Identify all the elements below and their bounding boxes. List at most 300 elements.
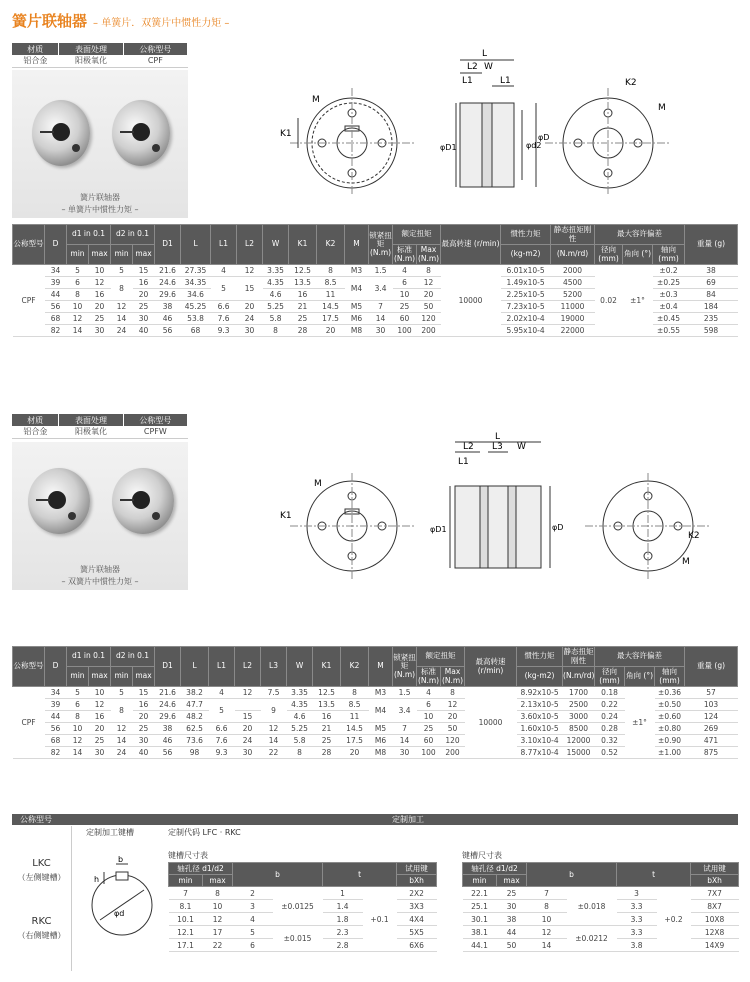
label-K2: K2 <box>688 531 700 541</box>
lkc-label: LKC <box>32 858 51 869</box>
table-cell: CPF <box>13 687 45 759</box>
label-M: M <box>312 95 320 105</box>
table-cell: 6 <box>393 277 417 289</box>
table-cell: 3.3 <box>617 913 657 926</box>
col-min: min <box>111 667 133 687</box>
table-cell: 21.6 <box>155 265 181 277</box>
table-cell: 8 <box>111 277 133 301</box>
table-cell: M8 <box>369 747 393 759</box>
product-photo-2 <box>12 442 188 590</box>
table-cell: 14 <box>67 747 89 759</box>
col-inertia-unit: (kg-m2) <box>517 667 563 687</box>
table-cell: 8 <box>317 265 345 277</box>
table-cell: 30 <box>89 747 111 759</box>
table-cell: 5X5 <box>397 926 437 939</box>
table-cell: 269 <box>685 723 738 735</box>
table-cell: 5.25 <box>287 723 313 735</box>
table-cell: 4 <box>209 687 235 699</box>
table-cell: 48.2 <box>181 711 209 723</box>
table-cell: 10 <box>67 723 89 735</box>
col-radial: 径向 (mm) <box>595 667 625 687</box>
table-cell: 11 <box>317 289 345 301</box>
col-stiff-unit: (N.m/rd) <box>551 245 595 265</box>
table-cell: 34.35 <box>181 277 211 289</box>
label-M: M <box>314 479 322 489</box>
table-cell: 38 <box>685 265 738 277</box>
table-cell: 120 <box>417 313 441 325</box>
table-cell: 45.25 <box>181 301 211 313</box>
table-cell: 6 <box>417 699 441 711</box>
col-W: W <box>287 647 313 687</box>
table-cell: 19000 <box>551 313 595 325</box>
table-cell: 14 <box>111 313 133 325</box>
table-cell: 16 <box>313 711 341 723</box>
table-cell: 7X7 <box>691 887 739 900</box>
col-M: M <box>345 225 369 265</box>
table-cell: 0.32 <box>595 735 625 747</box>
table-cell: 10000 <box>441 265 501 337</box>
spec-data-table-2 <box>12 646 738 759</box>
title-main: 簧片联轴器 <box>12 12 88 30</box>
label-W: W <box>517 442 526 452</box>
table-cell: 200 <box>441 747 465 759</box>
table-cell: 7.5 <box>261 687 287 699</box>
table-cell: 46 <box>155 735 181 747</box>
table-cell: 12 <box>67 735 89 747</box>
label-D: φD <box>552 523 564 532</box>
table-cell: 9.3 <box>209 747 235 759</box>
table-cell: 24 <box>235 735 261 747</box>
label-D1: φD1 <box>440 143 457 152</box>
table-cell: ±0.0125 <box>273 887 323 926</box>
table-cell: 30 <box>393 747 417 759</box>
spec-material: 铝合金 <box>12 55 59 67</box>
table-cell: 39 <box>45 699 67 711</box>
table-cell: 62.5 <box>181 723 209 735</box>
col-max: max <box>89 667 111 687</box>
table-cell: 1.49x10-5 <box>501 277 551 289</box>
table-cell: 8X7 <box>691 900 739 913</box>
table-cell: 6.01x10-5 <box>501 265 551 277</box>
table-cell: 3 <box>233 900 273 913</box>
table-cell: 7.23x10-5 <box>501 301 551 313</box>
table-cell: 875 <box>685 747 738 759</box>
label-M-right: M <box>682 557 690 567</box>
col-angle: 角向 (°) <box>625 667 655 687</box>
table-cell: 27.35 <box>181 265 211 277</box>
table-cell: 17.5 <box>341 735 369 747</box>
table-cell: 17.5 <box>317 313 345 325</box>
table-cell: 25.1 <box>463 900 497 913</box>
table-cell: 12 <box>441 699 465 711</box>
table-cell: 60 <box>417 735 441 747</box>
table-cell: 7.6 <box>211 313 237 325</box>
label-L2: L2 <box>463 442 474 452</box>
table-cell: 30 <box>133 313 155 325</box>
coupling-image <box>112 468 174 534</box>
label-K1: K1 <box>280 511 292 521</box>
table-cell: 1.5 <box>393 687 417 699</box>
col-L1: L1 <box>211 225 237 265</box>
col-maxt: Max (N.m) <box>441 666 464 685</box>
spec-table-1 <box>12 43 188 68</box>
table-cell: 2.8 <box>323 939 363 952</box>
col-maxt: Max (N.m) <box>417 244 440 263</box>
table-cell: ±0.2 <box>653 265 685 277</box>
table-cell: 10 <box>417 711 441 723</box>
spec-surface: 阳极氧化 <box>59 55 123 67</box>
table-cell: ±0.3 <box>653 289 685 301</box>
table-cell: 4.6 <box>263 289 289 301</box>
table-cell: 12 <box>261 723 287 735</box>
table-cell: ±0.50 <box>655 699 685 711</box>
table-cell: 22 <box>261 747 287 759</box>
table-cell: 7 <box>393 723 417 735</box>
table-cell: 30 <box>89 325 111 337</box>
table-cell: 3X3 <box>397 900 437 913</box>
spec-model: CPF <box>123 55 187 67</box>
table-cell: 1.4 <box>323 900 363 913</box>
table-cell: 5 <box>67 265 89 277</box>
coupling-image <box>32 100 90 166</box>
lkc-sub: （左侧键槽） <box>17 873 66 882</box>
table-cell: 1.60x10-5 <box>517 723 563 735</box>
table-cell: 20 <box>237 301 263 313</box>
spec-header: 公称型号 <box>123 43 187 55</box>
table-cell: 10 <box>89 265 111 277</box>
fig-d: φd <box>114 909 125 918</box>
table-cell: 14X9 <box>691 939 739 952</box>
table-cell: 9.3 <box>211 325 237 337</box>
col-axial: 轴向 (mm) <box>655 667 685 687</box>
table-cell: 5 <box>111 687 133 699</box>
table-cell: 15 <box>133 265 155 277</box>
table-cell: 3.35 <box>263 265 289 277</box>
col-L2: L2 <box>235 647 261 687</box>
table-cell: 21 <box>289 301 317 313</box>
table-cell: 12 <box>235 687 261 699</box>
col-bxh: bXh <box>691 875 739 887</box>
spec-surface: 阳极氧化 <box>59 426 123 438</box>
col-key: 试用键 <box>397 863 437 875</box>
table-cell: 10 <box>67 301 89 313</box>
table-cell: 46 <box>155 313 181 325</box>
table-cell: 2.02x10-4 <box>501 313 551 325</box>
keyway-table-right <box>462 862 739 952</box>
table-cell: ±0.4 <box>653 301 685 313</box>
table-cell: 34 <box>45 687 67 699</box>
table-cell: 56 <box>155 747 181 759</box>
table-cell: 8 <box>287 747 313 759</box>
col-K2: K2 <box>317 225 345 265</box>
table-cell: 14 <box>261 735 287 747</box>
table-cell: 68 <box>45 735 67 747</box>
table-cell: 10.1 <box>169 913 203 926</box>
table-cell: 12.5 <box>289 265 317 277</box>
table-cell: 100 <box>417 747 441 759</box>
label-L1-left: L1 <box>462 76 473 86</box>
table-cell: 12 <box>527 926 567 939</box>
table-cell: 8 <box>67 711 89 723</box>
table-cell: 9 <box>261 699 287 723</box>
table-cell: 25 <box>497 887 527 900</box>
table-cell: 22.1 <box>463 887 497 900</box>
table-cell: M5 <box>345 301 369 313</box>
table-cell: 8.5 <box>317 277 345 289</box>
table-cell: 3.35 <box>287 687 313 699</box>
table-cell: 24 <box>111 325 133 337</box>
table-cell: 0.52 <box>595 747 625 759</box>
table-cell: 29.6 <box>155 711 181 723</box>
table-cell: 12 <box>203 913 233 926</box>
col-t: t <box>323 863 397 887</box>
table-cell: 8.1 <box>169 900 203 913</box>
custom-code: 定制代码 LFC · RKC <box>168 828 241 837</box>
table-cell: 5 <box>209 699 235 723</box>
table-cell: 30.1 <box>463 913 497 926</box>
table-cell: 598 <box>685 325 738 337</box>
col-name: 公称型号 <box>13 647 45 687</box>
table-cell: 6X6 <box>397 939 437 952</box>
col-max: max <box>203 875 233 887</box>
custom-bar <box>12 814 738 825</box>
table-cell: CPF <box>13 265 45 337</box>
table-cell: 11 <box>341 711 369 723</box>
col-rated: 额定扭矩 <box>393 225 441 245</box>
table-cell: 20 <box>133 711 155 723</box>
table-row <box>463 926 739 939</box>
col-max: max <box>133 245 155 265</box>
table-cell: 84 <box>685 289 738 301</box>
table-cell: 22000 <box>551 325 595 337</box>
col-D1: D1 <box>155 647 181 687</box>
table-cell: 5.95x10-4 <box>501 325 551 337</box>
table-cell: 14.5 <box>341 723 369 735</box>
table-cell: 6.6 <box>211 301 237 313</box>
table-row <box>169 887 437 900</box>
table-cell: 21 <box>313 723 341 735</box>
table-cell: 3.10x10-4 <box>517 735 563 747</box>
table-cell: 5.8 <box>287 735 313 747</box>
table-cell: M3 <box>345 265 369 277</box>
table-cell: 120 <box>441 735 465 747</box>
table-cell: 5 <box>233 926 273 939</box>
table-row <box>13 265 738 277</box>
table-cell: 15 <box>235 711 261 723</box>
col-K2: K2 <box>341 647 369 687</box>
table-cell: 2.3 <box>323 926 363 939</box>
table-cell: M6 <box>369 735 393 747</box>
table-cell: 16 <box>289 289 317 301</box>
table-cell: 12 <box>89 699 111 711</box>
table-cell: M5 <box>369 723 393 735</box>
label-M-right: M <box>658 103 666 113</box>
table-cell: ±0.90 <box>655 735 685 747</box>
table-cell: 10 <box>527 913 567 926</box>
table-cell: ±0.015 <box>273 926 323 952</box>
label-L: L <box>482 49 488 59</box>
table-cell: 15 <box>133 687 155 699</box>
table-cell: 20 <box>441 711 465 723</box>
col-stiff-unit: (N.m/rd) <box>563 667 595 687</box>
table-cell: 24.6 <box>155 277 181 289</box>
table-cell: 5.25 <box>263 301 289 313</box>
table-cell: 8 <box>417 265 441 277</box>
table-cell: 34 <box>45 265 67 277</box>
table-cell: +0.2 <box>657 887 691 952</box>
table-cell: M8 <box>345 325 369 337</box>
col-angle: 角向 (°) <box>623 245 653 265</box>
col-std: 标准 (N.m) <box>417 666 440 685</box>
table-row <box>169 926 437 939</box>
label-W: W <box>484 62 493 72</box>
table-cell: 0.24 <box>595 711 625 723</box>
table-cell: 39 <box>45 277 67 289</box>
table-cell: 12 <box>67 313 89 325</box>
table-cell: 0.02 <box>595 265 623 337</box>
table-cell: 53.8 <box>181 313 211 325</box>
rkc-sub: （右侧键槽） <box>17 931 66 940</box>
keyway-figure <box>84 850 160 940</box>
table-cell: 7.6 <box>209 735 235 747</box>
table-cell: 50 <box>441 723 465 735</box>
col-W: W <box>263 225 289 265</box>
col-bore: 轴孔径 d1/d2 <box>169 863 233 875</box>
table-cell: 4 <box>233 913 273 926</box>
col-max: max <box>133 667 155 687</box>
col-inertia-unit: (kg-m2) <box>501 245 551 265</box>
col-b: b <box>233 863 323 887</box>
table-cell: 8.77x10-4 <box>517 747 563 759</box>
table-cell: 3.3 <box>617 900 657 913</box>
col-rated: 额定扭矩 <box>417 647 465 667</box>
col-L2: L2 <box>237 225 263 265</box>
custom-bar-right: 定制加工 <box>392 815 424 824</box>
table-cell: 56 <box>45 301 67 313</box>
table-cell: M6 <box>345 313 369 325</box>
table-cell: 28 <box>289 325 317 337</box>
col-radial: 径向 (mm) <box>595 245 623 265</box>
col-stiff: 静态扭矩刚性 <box>551 225 595 245</box>
table-cell: 30 <box>369 325 393 337</box>
table-cell: 21.6 <box>155 687 181 699</box>
table-cell: 4500 <box>551 277 595 289</box>
table-cell: 2.25x10-5 <box>501 289 551 301</box>
table-cell <box>235 699 261 711</box>
custom-models <box>12 826 72 971</box>
table-cell: 14 <box>527 939 567 952</box>
slot-label: 定制加工键槽 <box>86 828 134 837</box>
table-cell: 16 <box>133 277 155 289</box>
table-cell: 3.3 <box>617 926 657 939</box>
table-cell: 22 <box>203 939 233 952</box>
fig-h: h <box>94 875 100 884</box>
table-cell: 7 <box>169 887 203 900</box>
table-cell: 40 <box>133 325 155 337</box>
col-speed: 最高转速 (r/min) <box>465 647 517 687</box>
table-cell: 14 <box>393 735 417 747</box>
table-cell: 34.6 <box>181 289 211 301</box>
table-cell: 10 <box>89 687 111 699</box>
keyway-table-left <box>168 862 437 952</box>
table-cell: ±1° <box>623 265 653 337</box>
table-cell: 14.5 <box>317 301 345 313</box>
col-weight: 重量 (g) <box>685 647 738 687</box>
label-d2: φd2 <box>526 141 542 150</box>
table-cell: 10000 <box>465 687 517 759</box>
table-cell: 200 <box>417 325 441 337</box>
col-max: max <box>89 245 111 265</box>
technical-drawing-2 <box>270 428 720 588</box>
table-cell: 60 <box>393 313 417 325</box>
table-cell: 8.92x10-5 <box>517 687 563 699</box>
table-cell: 44.1 <box>463 939 497 952</box>
table-cell: 100 <box>393 325 417 337</box>
table-cell: 12 <box>111 301 133 313</box>
key-title-right: 键槽尺寸表 <box>462 851 502 860</box>
table-cell: 38.2 <box>181 687 209 699</box>
spec-material: 铝合金 <box>12 426 59 438</box>
table-cell: 30 <box>237 325 263 337</box>
col-d1: d1 in 0.1 <box>67 647 111 667</box>
table-cell: 25 <box>133 723 155 735</box>
label-K2: K2 <box>625 78 637 88</box>
table-cell: 12X8 <box>691 926 739 939</box>
table-cell: 8 <box>341 687 369 699</box>
table-cell: 4.35 <box>263 277 289 289</box>
table-cell: ±0.55 <box>653 325 685 337</box>
col-key: 试用键 <box>691 863 739 875</box>
table-cell: 184 <box>685 301 738 313</box>
table-cell: +0.1 <box>363 887 397 952</box>
col-K1: K1 <box>313 647 341 687</box>
col-L3: L3 <box>261 647 287 687</box>
table-cell: 17.1 <box>169 939 203 952</box>
table-cell: 12 <box>89 277 111 289</box>
table-cell: ±0.60 <box>655 711 685 723</box>
table-cell: 3.4 <box>393 699 417 723</box>
key-title-left: 键槽尺寸表 <box>168 851 208 860</box>
table-cell: M4 <box>345 277 369 301</box>
table-cell: 56 <box>45 723 67 735</box>
col-std: 标准 (N.m) <box>393 244 416 263</box>
table-cell: 8 <box>203 887 233 900</box>
table-cell: 4.35 <box>287 699 313 711</box>
col-dev: 最大容许偏差 <box>595 225 685 245</box>
table-cell: 13.5 <box>289 277 317 289</box>
photo-subcaption: – 单簧片中惯性力矩 – <box>61 205 139 214</box>
table-cell: 38.1 <box>463 926 497 939</box>
table-cell: 38 <box>155 301 181 313</box>
col-K1: K1 <box>289 225 317 265</box>
col-D: D <box>45 647 67 687</box>
table-cell: 5200 <box>551 289 595 301</box>
spec-table-2 <box>12 414 188 439</box>
table-cell: 12 <box>417 277 441 289</box>
label-L3: L3 <box>492 442 503 452</box>
table-cell: 14 <box>111 735 133 747</box>
table-cell: 471 <box>685 735 738 747</box>
table-cell: 1700 <box>563 687 595 699</box>
table-cell: M4 <box>369 699 393 723</box>
custom-bar-left: 公称型号 <box>20 815 52 824</box>
table-cell: 20 <box>89 301 111 313</box>
table-cell: ±0.80 <box>655 723 685 735</box>
spec-header: 公称型号 <box>123 414 187 426</box>
table-cell: ±0.36 <box>655 687 685 699</box>
col-d1: d1 in 0.1 <box>67 225 111 245</box>
table-cell: 68 <box>45 313 67 325</box>
